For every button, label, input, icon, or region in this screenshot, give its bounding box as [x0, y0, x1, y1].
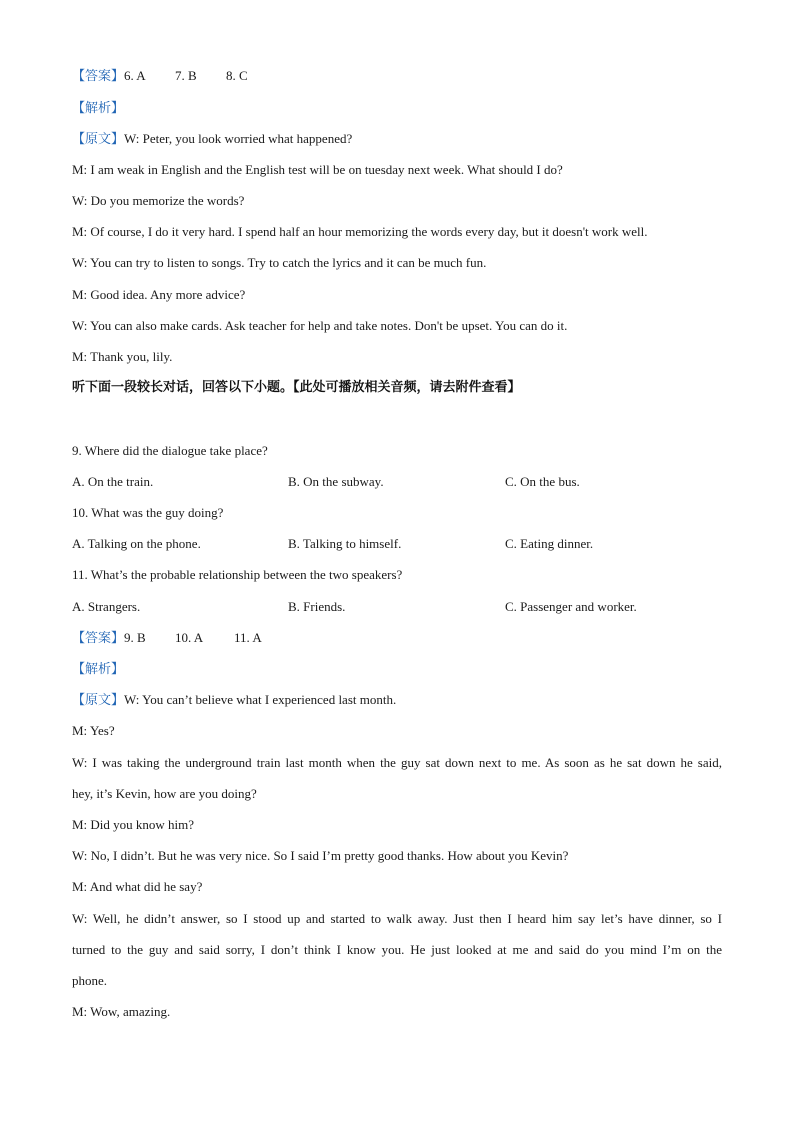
- dialogue-line: W: I was taking the underground train last month when the guy sat down next to me. As soon as he sat down he said,: [72, 755, 722, 770]
- dialogue-line: M: I am weak in English and the English test will be on tuesday next week. What should I do?: [72, 162, 563, 177]
- analysis-label: 【解析】: [72, 662, 125, 677]
- question-option: B. Talking to himself.: [288, 536, 402, 551]
- question-option: B. On the subway.: [288, 474, 384, 489]
- answer-item: 8. C: [226, 68, 248, 83]
- answer-item: 10. A: [175, 630, 204, 645]
- answer-item: 11. A: [234, 630, 262, 645]
- question-option: B. Friends.: [288, 599, 346, 614]
- dialogue-line: W: You can also make cards. Ask teacher for help and take notes. Don't be upset. You can do it.: [72, 318, 568, 333]
- answer-label: 【答案】: [72, 631, 125, 646]
- question-stem: 10. What was the guy doing?: [72, 505, 224, 520]
- question-option: C. Passenger and worker.: [505, 599, 637, 614]
- dialogue-line: phone.: [72, 973, 108, 988]
- dialogue-line: W: You can try to listen to songs. Try to catch the lyrics and it can be much fun.: [72, 255, 487, 270]
- question-stem: 9. Where did the dialogue take place?: [72, 443, 268, 458]
- question-option: C. Eating dinner.: [505, 536, 594, 551]
- original-label: 【原文】: [72, 132, 125, 147]
- dialogue-line: W: Do you memorize the words?: [72, 193, 245, 208]
- answer-label: 【答案】: [72, 69, 125, 84]
- question-option: A. On the train.: [72, 474, 154, 489]
- dialogue-line: M: And what did he say?: [72, 879, 203, 894]
- dialogue-line: M: Wow, amazing.: [72, 1004, 171, 1019]
- dialogue-line: [72, 692, 396, 709]
- analysis-label-line-2: [72, 661, 124, 678]
- answer-item: 6. A: [124, 68, 146, 83]
- dialogue-line: W: No, I didn’t. But he was very nice. So I said I’m pretty good thanks. How about you Kevin?: [72, 848, 569, 863]
- answer-line-2: [72, 630, 262, 647]
- answer-item: 9. B: [124, 630, 146, 645]
- analysis-label-line-1: [72, 100, 124, 117]
- answer-line-1: [72, 68, 248, 85]
- question-option: C. On the bus.: [505, 474, 580, 489]
- dialogue-line: hey, it’s Kevin, how are you doing?: [72, 786, 257, 801]
- question-stem: 11. What’s the probable relationship between the two speakers?: [72, 567, 403, 582]
- dialogue-text: W: Peter, you look worried what happened?: [124, 131, 353, 146]
- dialogue-line: turned to the guy and said sorry, I don’t think I know you. He just looked at me and said do you mind I’m on the: [72, 942, 722, 957]
- question-option: A. Strangers.: [72, 599, 141, 614]
- original-label: 【原文】: [72, 693, 125, 708]
- dialogue-line: M: Good idea. Any more advice?: [72, 287, 246, 302]
- listening-instruction: 听下面一段较长对话，回答以下小题。【此处可播放相关音频，请去附件查看】: [72, 380, 521, 395]
- dialogue-line: M: Yes?: [72, 723, 115, 738]
- dialogue-line: M: Thank you, lily.: [72, 349, 173, 364]
- analysis-label: 【解析】: [72, 101, 125, 116]
- dialogue-line: W: Well, he didn’t answer, so I stood up and started to walk away. Just then I heard him say let’s have dinner, so I: [72, 911, 722, 926]
- dialogue-line: M: Did you know him?: [72, 817, 195, 832]
- dialogue-line: M: Of course, I do it very hard. I spend half an hour memorizing the words every day, but it doesn't work well.: [72, 224, 648, 239]
- dialogue-line: [72, 131, 352, 148]
- dialogue-text: W: You can’t believe what I experienced last month.: [124, 692, 397, 707]
- answer-item: 7. B: [175, 68, 197, 83]
- question-option: A. Talking on the phone.: [72, 536, 201, 551]
